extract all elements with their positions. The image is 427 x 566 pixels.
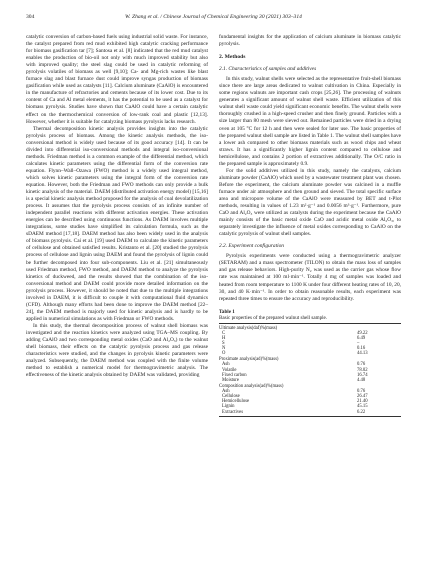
table-cell-key: Cellulose [222, 394, 240, 400]
table-cell-key: Volatile [222, 367, 237, 373]
table-cell-key: S [222, 340, 225, 346]
properties-table [219, 323, 401, 417]
table-cell-value: 78.02 [357, 367, 368, 373]
table-cell-key: O [222, 351, 226, 357]
journal-citation: W. Zhang et al. / Chinese Journal of Chemical Engineering 30 (2021) 303–314 [125, 14, 302, 20]
table-cell-value: 6.22 [357, 410, 401, 417]
paragraph: For the solid additives utilized in this study, namely the catalysts, calcium aluminate powder (CaAlO) which used by a wastewater treatment plant was chosen. Before the experiment, the calcium aluminate powder was calcined in a muffle furnace under air atmosphere and then ground and sieved. The total specific surface area and micropore volume of the CaAlO were measured by BET and t-Plot methods, resulting in values of 1.23 m²·g⁻¹ and 0.0056 m³·g⁻¹. Furthermore, pure CaO and Al₂O₃ were utilized as catalysts during the experiment because the CaAlO mainly consists of the basic metal oxide CaO and acidic metal oxide Al₂O₃, to separately investigate the influence of metal oxides corresponding to CaAlO on the catalytic pyrolysis of walnut shell samples. [219, 167, 401, 238]
table-label: Table 1 [219, 308, 235, 315]
right-column [219, 34, 401, 417]
table-cell-value: 21.40 [357, 399, 368, 405]
left-column [26, 34, 208, 379]
table-cell-value: 0.76 [357, 389, 366, 395]
table-cell-value: 0.16 [357, 346, 366, 352]
table-cell-value: 26.47 [357, 394, 368, 400]
table-cell-value: 0.76 [357, 362, 366, 368]
table-cell-value: 44.13 [357, 351, 368, 357]
table-cell-value: 6.49 [357, 335, 366, 341]
table-title: Basic properties of the prepared walnut shell sample. [219, 315, 328, 322]
section-heading: 2. Methods [219, 54, 246, 61]
table-cell-value: 4.48 [357, 377, 366, 383]
table-cell-value: – [357, 340, 360, 346]
table-group-row [219, 324, 401, 331]
running-header [26, 12, 401, 22]
page-number: 304 [26, 14, 35, 20]
subsection-heading: 2.2. Experiment configuration [219, 243, 284, 250]
paragraph: Thermal decomposition kinetic analysis provides insights into the catalytic pyrolysis process of biomass. Among the kinetic analysis methods, the iso-conversional method is widely used because of its good accuracy [14]. It can be divided into differential iso-conversional methods and integral iso-conversional methods. Friedman method is a common example of the differential method, which calculates kinetic parameters using the differential form of the conversion rate equation. Flynn–Wall–Ozawa (FWO) method is a widely used integral method, which solves kinetic parameters using the integral form of the conversion rate equation. However, both the Friedman and FWO methods can only provide a bulk kinetic analysis of the material. DAEM (distributed activation energy model) [15,16] is a special kinetic analysis method proposed for the analysis of coal devolatilization process. It assumes that the pyrolysis process consists of an infinite number of independent parallel reactions with different activation energies. These activation energies can be described using continuous functions. As DAEM involves multiple integrations, some studies have simplified its calculation formula, such as the sDAEM method [17,18]. DAEM method has also been widely used in the analysis of biomass pyrolysis. Cai et al. [19] used DAEM to calculate the kinetic parameters of cellulose and obtained satisfied results. Kristanto et al. [20] studied the pyrolysis process of cellulose and lignin using DAEM and found the pyrolysis of lignin could be further decomposed into four sub-components. Liu et al. [21] simultaneously used Friedman method, FWO method, and DAEM method to analyze the pyrolysis kinetics of duckweed, and the results showed that the combination of the iso-conversional method and DAEM could provide more detailed information on the pyrolysis process. However, it should be noted that due to the multiple integrations involved in DAEM, it is difficult to couple it with computational fluid dynamics (CFD). Although many efforts had been done to improve the DAEM method [22–24], the DAEM method is majorly used for kinetic analysis and is hardly to be applied in numerical simulations as with Friedman or FWO methods. [26, 125, 208, 322]
table-cell-key: N [222, 346, 226, 352]
table-row [219, 410, 401, 417]
table-group-title: Proximate analysis(ad)%(mass) [219, 357, 279, 363]
table-group-title: Composition analysis(ad)%(mass) [219, 384, 284, 390]
table-cell-value: 16.74 [357, 372, 368, 378]
table-cell-key: Lignin [222, 404, 235, 410]
table-cell-value: 45.15 [357, 404, 368, 410]
table-cell-key: Hemicellulose [222, 399, 250, 405]
paragraph: In this study, the thermal decomposition process of walnut shell biomass was investigated and the reaction kinetics were analyzed using TGA–MS coupling. By adding CaAlO and two corresponding metal oxides (CaO and Al₂O₃) to the walnut shell biomass, their effects on the catalytic pyrolysis process and gas release characteristics were studied, and the changes in pyrolysis kinetic parameters were analyzed. Subsequently, the DAEM method was coupled with the finite volume method to establish a numerical model for thermogravimetric analysis. The effectiveness of the kinetic analysis obtained by DAEM was validated, providing [26, 322, 208, 379]
table-cell-key: Moisture [222, 377, 239, 383]
table-cell-key: Ash [222, 389, 230, 395]
table-cell-value: 49.22 [357, 330, 368, 336]
table-cell-key: Ash [222, 362, 230, 368]
paragraph: In this study, walnut shells were selected as the representative fruit-shell biomass since there are large areas dedicated to walnut cultivation in China. Especially in some regions walnuts are important cash crops [25,26]. The processing of walnuts generates a significant amount of walnut shell waste. Efficient utilization of this walnut shell waste could yield significant economic benefits. The walnut shells were thoroughly crushed in a high-speed crusher and then finely ground. Particles with a size larger than 80 mesh were sieved out. Remained particles were dried in a drying oven at 105 °C for 12 h and then were sealed for later use. The basic properties of the prepared walnut shell sample are listed in Table 1. The walnut shell samples have a lower ash compared to other biomass materials such as wood chips and wheat straws. It has a significantly higher lignin content compared to cellulose and hemicellulose, and contains 2 portion of extractives additionally. The O/C ratio in the prepared sample is approximately 0.9. [219, 76, 401, 167]
subsection-heading: 2.1. Characteristics of samples and additives [219, 66, 317, 73]
table-cell-key: Fixed carbon [222, 372, 247, 378]
table-group-title: Ultimate analysis(daf)%(mass) [219, 324, 401, 331]
table-cell-key: Extractives [219, 410, 357, 417]
paragraph: catalytic conversion of carbon-based fuels using industrial solid waste. For instance, the catalyst prepared from red mud exhibited high catalytic cracking performance for biomass gasification tar [7]; Santosa et al. [8] indicated that the red mud catalyst enables the production of bio-oil not only with much improved stability but also with improved quality; the steel slag could be used in catalytic reforming of pyrolysis volatiles of biomass as well [9,10]; Ca- and Mg-rich wastes like blast furnace slag and blast furnace dust could improve syngas production of biomass gasification while used as catalysts [11]. Calcium aluminate (CaAlO) is encountered in the manufacture of refractories and cements because of its lower cost. Due to its content of Ca and Al metal elements, it has the potential to be used as a catalyst for biomass pyrolysis. Studies have shown that CaAlO could have a certain catalytic effect on the thermochemical conversion of low-rank coal and plastic [12,13]. However, whether it is suitable for catalyzing biomass pyrolysis lacks research. [26, 34, 208, 125]
table-cell-key: H [222, 335, 226, 341]
table-caption [219, 309, 401, 322]
paragraph: Pyrolysis experiments were conducted using a thermogravimetric analyzer (SETARAM) and a mass spectrometer (TILON) to obtain the mass loss of samples and gas release behaviors. High-purity N₂ was used as the carrier gas whose flow rate was maintained at 100 ml·min⁻¹. Totally 4 mg of samples was loaded and heated from room temperature to 1100 K under four different heating rates of 10, 20, 30, and 40 K·min⁻¹. In order to obtain reasonable results, each experiment was repeated three times to ensure the accuracy and reproducibility. [219, 253, 401, 302]
paragraph: fundamental insights for the application of calcium aluminate in biomass catalytic pyrolysis. [219, 34, 401, 48]
table-cell-key: C [222, 330, 226, 336]
